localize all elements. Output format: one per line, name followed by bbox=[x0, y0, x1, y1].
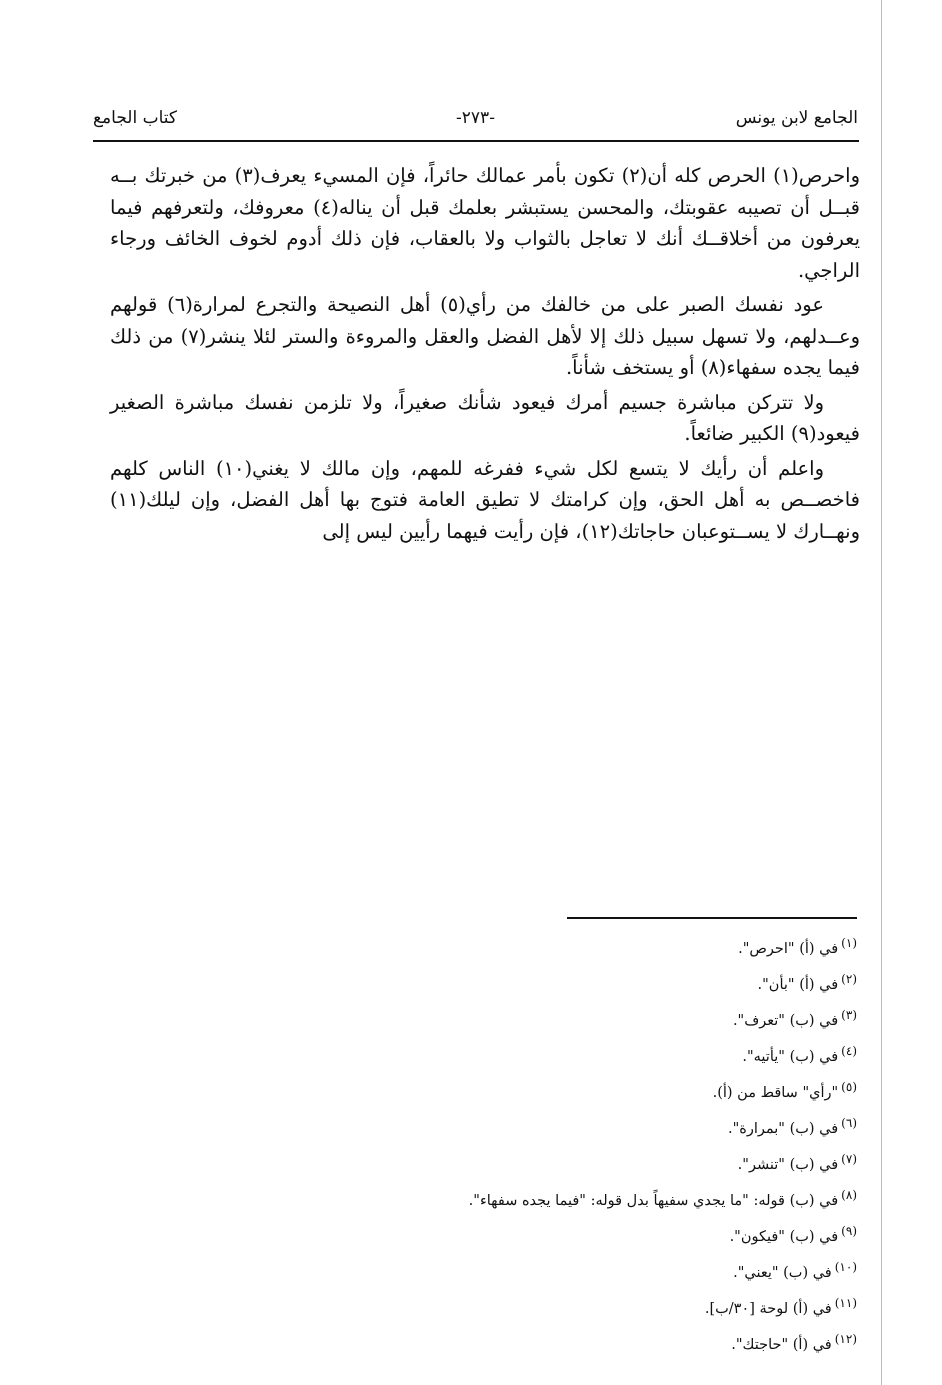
footnote-number: (٩) bbox=[841, 1224, 857, 1239]
main-text bbox=[110, 160, 860, 550]
footnotes-list bbox=[437, 928, 857, 1360]
footnote bbox=[437, 1036, 857, 1072]
footnote-number: (٦) bbox=[841, 1116, 857, 1131]
footnote-number: (٧) bbox=[841, 1152, 857, 1167]
footnote-text: في (ب) "بمرارة". bbox=[727, 1120, 839, 1137]
footnote bbox=[437, 1144, 857, 1180]
chapter-title: كتاب الجامع bbox=[93, 108, 178, 128]
footnote-text: في (ب) "يأتيه". bbox=[742, 1048, 839, 1065]
footnote-number: (٣) bbox=[841, 1008, 857, 1023]
book-title: الجامع لابن يونس bbox=[735, 108, 858, 128]
footnote-number: (١١) bbox=[834, 1296, 857, 1311]
page-header bbox=[93, 108, 858, 142]
footnote-rule bbox=[567, 917, 857, 919]
footnote-text: في (ب) "تنشر". bbox=[737, 1157, 839, 1174]
footnote-text: في (أ) لوحة [٣٠/ب]. bbox=[704, 1301, 832, 1318]
footnote bbox=[437, 1180, 857, 1216]
footnote bbox=[437, 964, 857, 1000]
paragraph: عود نفسك الصبر على من خالفك من رأي(٥) أهل النصيحة والتجرع لمرارة(٦) قولهم وعــدلهم، ولا تسهل سبيل ذلك إلا لأهل الفضل والعقل والمروءة والستر لئلا ينشر(٧) من ذلك فيما يجده سفهاء(٨) أو يستخف شأناً. bbox=[110, 293, 860, 379]
footnote-text: "رأي" ساقط من (أ). bbox=[712, 1084, 839, 1101]
footnote-text: في (ب) "فيكون". bbox=[729, 1229, 839, 1246]
footnote bbox=[437, 1324, 857, 1360]
paragraph: ولا تتركن مباشرة جسيم أمرك فيعود شأنك صغيراً، ولا تلزمن نفسك مباشرة الصغير فيعود(٩) الكبير ضائعاً. bbox=[110, 390, 860, 445]
footnote-number: (٥) bbox=[841, 1080, 857, 1095]
header-rule bbox=[93, 140, 859, 142]
footnote bbox=[437, 1216, 857, 1252]
footnote-text: في (أ) "حاجتك". bbox=[731, 1337, 832, 1354]
footnote-text: في (أ) "بأن". bbox=[757, 976, 839, 993]
footnote bbox=[437, 1252, 857, 1288]
paragraph: واعلم أن رأيك لا يتسع لكل شيء ففرغه للمهم، وإن مالك لا يغني(١٠) الناس كلهم فاخصــص به أهل الحق، وإن كرامتك لا تطيق العامة فتوج بها أهل الفضل، وإن ليلك(١١) ونهــارك لا يســتوعبان حاجاتك(١٢)، فإن رأيت فيهما رأيين ليس إلى bbox=[110, 456, 860, 543]
footnote-text: في (ب) "تعرف". bbox=[732, 1012, 839, 1029]
footnote-number: (٨) bbox=[841, 1188, 857, 1203]
footnote-number: (٢) bbox=[841, 972, 857, 987]
footnote-text: في (أ) "احرص". bbox=[738, 940, 839, 957]
footnote-number: (١٠) bbox=[834, 1260, 857, 1275]
footnote-number: (١٢) bbox=[834, 1332, 857, 1347]
footnote bbox=[437, 1108, 857, 1144]
footnote-number: (١) bbox=[841, 936, 857, 950]
footnote-text: في (ب) قوله: "ما يجدي سفيهاً بدل قوله: "فيما يجده سفهاء". bbox=[468, 1193, 839, 1210]
footnote bbox=[437, 1072, 857, 1108]
footnote bbox=[437, 1000, 857, 1036]
page-edge-line bbox=[881, 0, 882, 1385]
footnote-text: في (ب) "يعني". bbox=[733, 1265, 832, 1282]
paragraph: واحرص(١) الحرص كله أن(٢) تكون بأمر عمالك حائراً، فإن المسيء يعرف(٣) من خبرتك بــه قبــل أن تصيبه عقوبتك، والمحسن يستبشر بعلمك قبل أن يناله(٤) معروفك، ولتعرفهم فيما يعرفون من أخلاقــك أنك لا تعاجل بالثواب ولا بالعقاب، فإن ذلك أدوم لخوف الخائف ورجاء الراجي. bbox=[110, 164, 861, 282]
footnote bbox=[437, 928, 857, 964]
footnote bbox=[437, 1288, 857, 1324]
page-number: -٢٧٣- bbox=[456, 108, 495, 128]
footnote-number: (٤) bbox=[841, 1044, 857, 1059]
